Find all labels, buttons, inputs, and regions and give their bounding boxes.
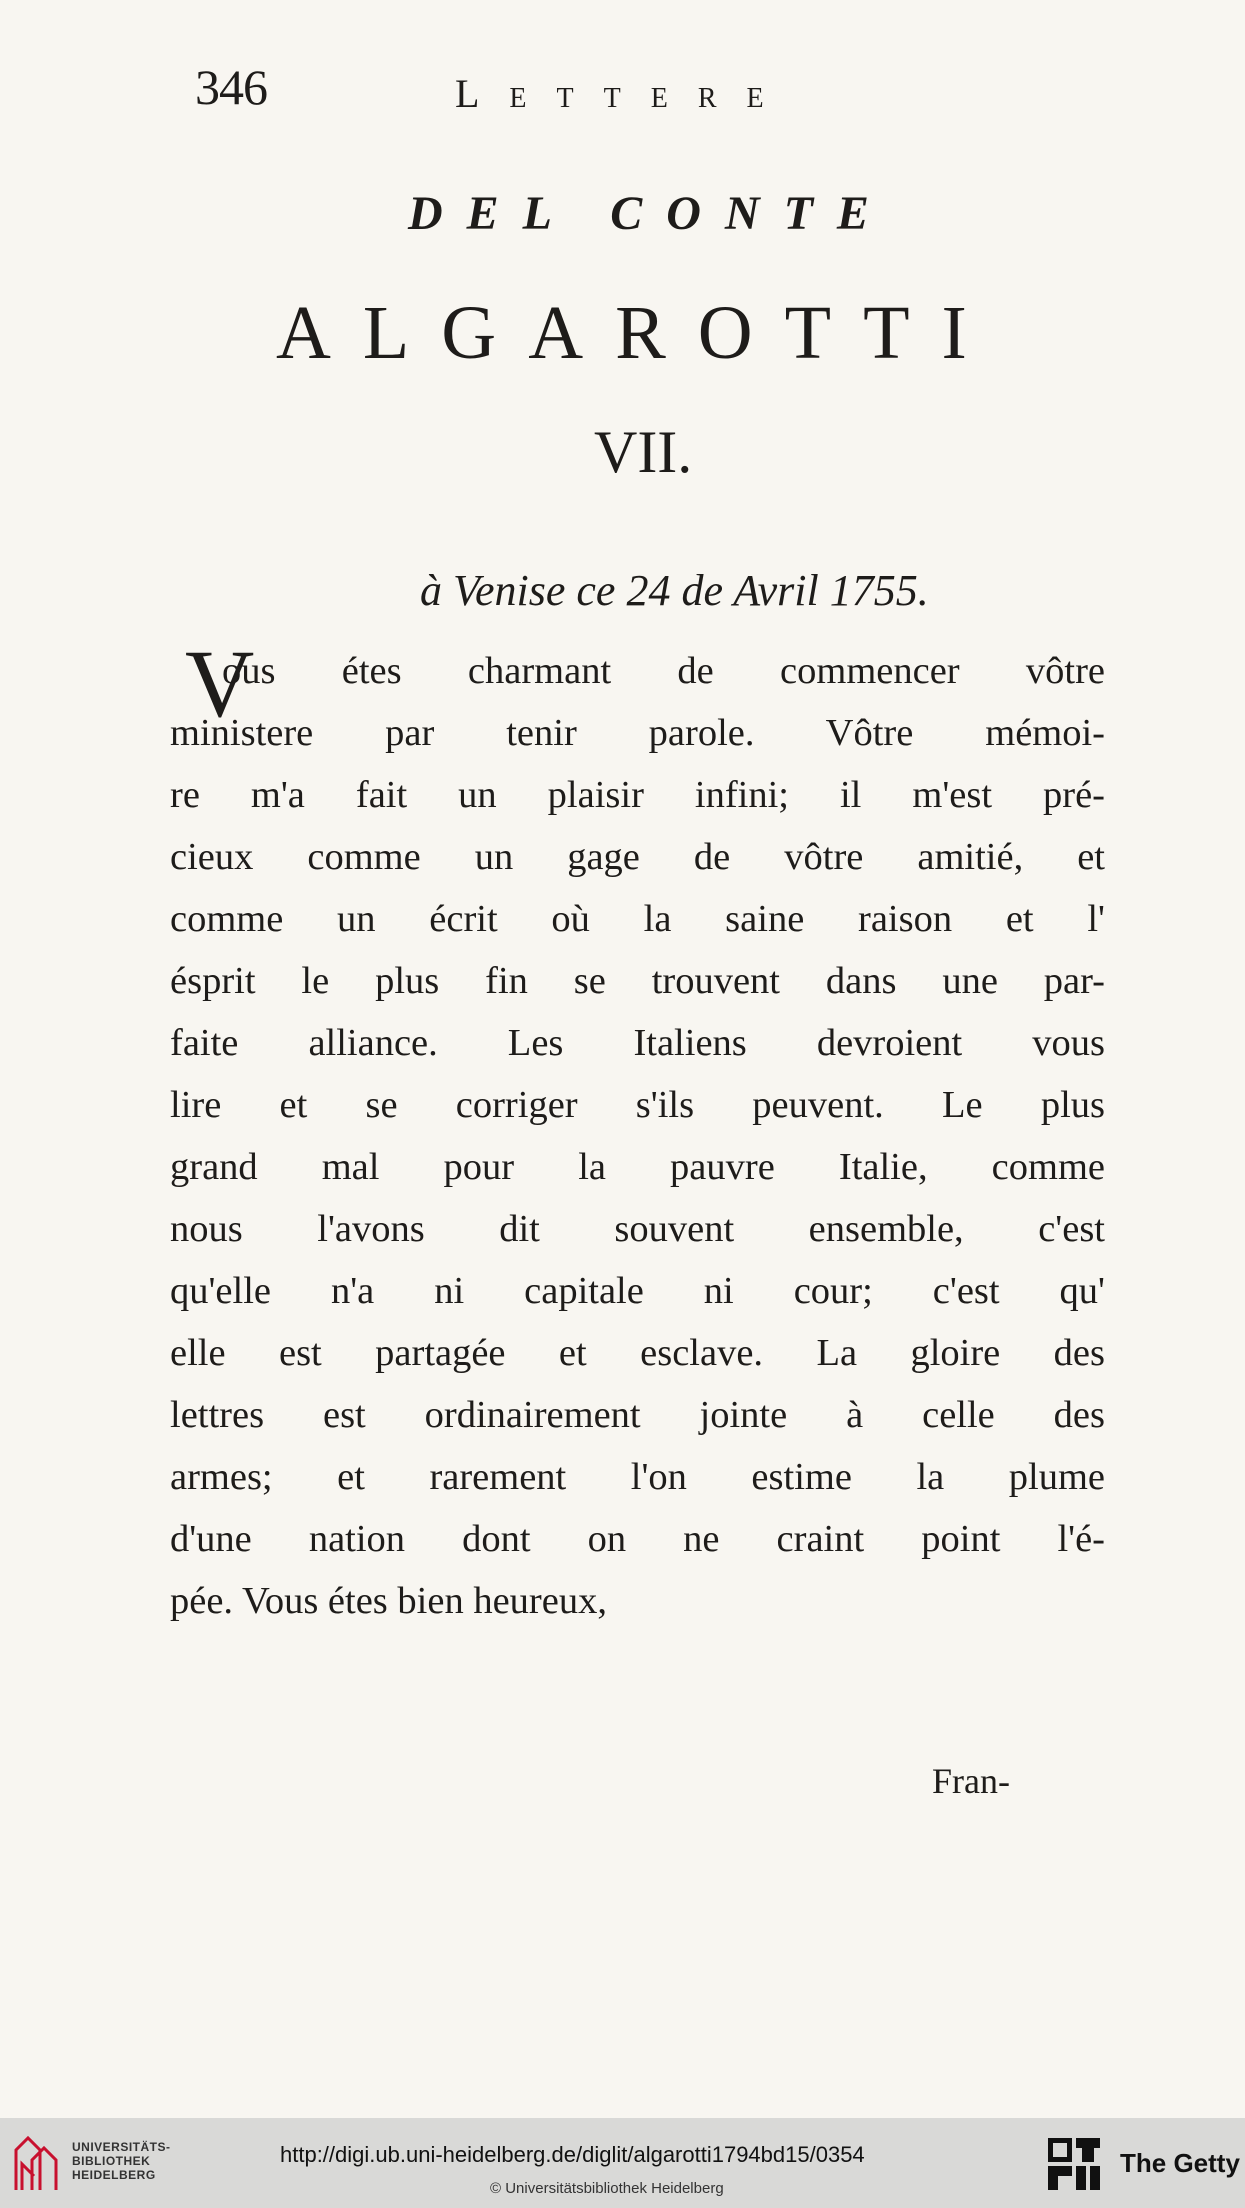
text-line: cieux comme un gage de vôtre amitié, et [170, 836, 1105, 878]
text-line: re m'a fait un plaisir infini; il m'est pré- [170, 774, 1105, 816]
text-line: armes; et rarement l'on estime la plume [170, 1456, 1105, 1498]
text-line: lettres est ordinairement jointe à celle des [170, 1394, 1105, 1436]
text-line: lire et se corriger s'ils peuvent. Le plus [170, 1084, 1105, 1126]
title-line-1: DEL CONTE [408, 187, 893, 240]
text-line: grand mal pour la pauvre Italie, comme [170, 1146, 1105, 1188]
dateline: à Venise ce 24 de Avril 1755. [420, 566, 929, 615]
text-line: elle est partagée et esclave. La gloire des [170, 1332, 1105, 1374]
title-line-2: ALGAROTTI [276, 291, 999, 375]
drop-cap: V [185, 630, 255, 737]
library-name [72, 2140, 171, 2182]
copyright-notice: © Universitätsbibliothek Heidelberg [490, 2180, 724, 2197]
ub-heidelberg-logo-icon[interactable] [12, 2132, 64, 2194]
text-line: faite alliance. Les Italiens devroient vous [170, 1022, 1105, 1064]
text-line: comme un écrit où la saine raison et l' [170, 898, 1105, 940]
text-line: ministere par tenir parole. Vôtre mémoi- [170, 712, 1105, 754]
catchword: Fran- [932, 1761, 1010, 1801]
text-line: ous étes charmant de commencer vôtre [222, 650, 1105, 692]
text-line: ésprit le plus fin se trouvent dans une par- [170, 960, 1105, 1002]
letter-number: VII. [594, 419, 693, 485]
page-number: 346 [195, 59, 267, 115]
running-head: Lettere [455, 71, 794, 116]
getty-logo-icon[interactable] [1048, 2138, 1100, 2190]
text-line: nous l'avons dit souvent ensemble, c'est [170, 1208, 1105, 1250]
library-name-line: UNIVERSITÄTS- [72, 2140, 171, 2154]
getty-label: The Getty [1120, 2148, 1240, 2178]
text-line: pée. Vous étes bien heureux, [170, 1580, 607, 1622]
text-line: qu'elle n'a ni capitale ni cour; c'est qu' [170, 1270, 1105, 1312]
footer-bar [0, 2118, 1245, 2208]
library-name-line: HEIDELBERG [72, 2168, 156, 2182]
library-name-line: BIBLIOTHEK [72, 2154, 151, 2168]
letter-body [170, 640, 1105, 1632]
permalink-url[interactable]: http://digi.ub.uni-heidelberg.de/diglit/algarotti1794bd15/0354 [280, 2142, 865, 2167]
text-line: d'une nation dont on ne craint point l'é- [170, 1518, 1105, 1560]
